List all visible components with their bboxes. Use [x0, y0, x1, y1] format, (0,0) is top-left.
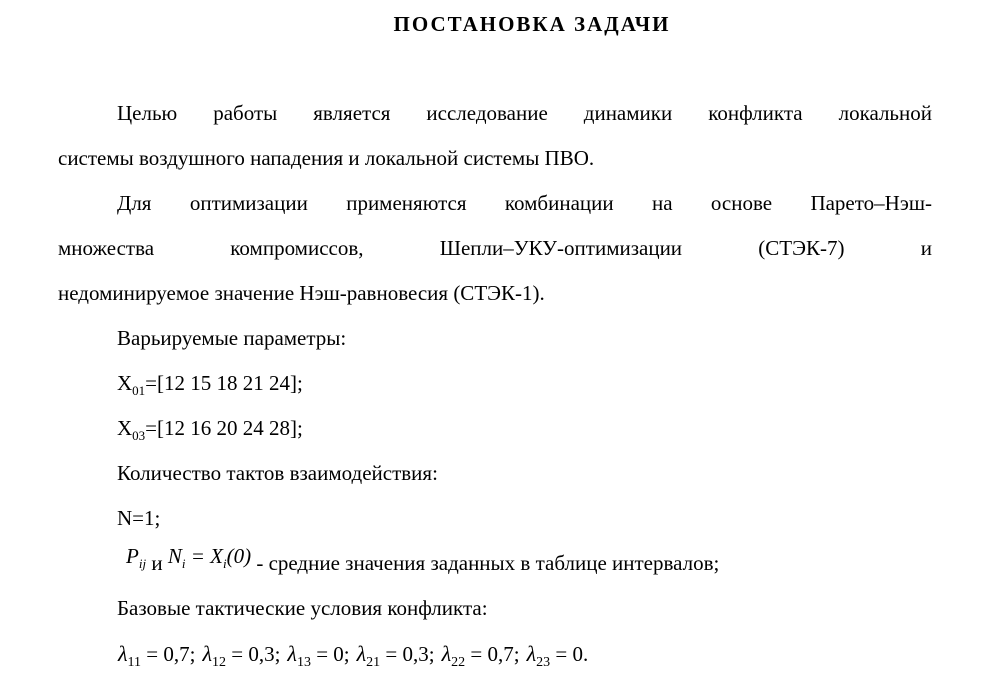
- lambda-term-11: $\lambda_{11} = 0,7$;: [118, 641, 196, 671]
- varied-params-label: Варьируемые параметры:: [117, 326, 347, 350]
- formula-argument: (0): [226, 544, 252, 568]
- paragraph1-line2: системы воздушного нападения и локальной системы ПВО.: [58, 146, 595, 170]
- lambda-subscript-12: 12: [211, 655, 226, 671]
- lambda-term-21: $\lambda_{21} = 0,3$;: [356, 641, 435, 671]
- n-value-line: N=1;: [117, 506, 161, 530]
- lambda-value-23: = 0.: [550, 642, 589, 666]
- x01-base: X: [117, 371, 133, 395]
- lambda-subscript-11: 11: [127, 655, 142, 671]
- x01-values: =[12 15 18 21 24];: [145, 371, 303, 395]
- formula-n-subscript: i: [181, 556, 186, 572]
- lambda-term-22: $\lambda_{22} = 0,7$;: [441, 641, 520, 671]
- paragraph1-line1: Целью работы является исследование динамики конфликта локальной: [117, 101, 932, 125]
- x03-base: X: [117, 416, 133, 440]
- base-conditions-label: Базовые тактические условия конфликта:: [117, 596, 488, 620]
- paragraph2-line3: недоминируемое значение Нэш-равновесия (СТЭК-1).: [58, 281, 545, 305]
- lambda-subscript-22: 22: [451, 655, 466, 671]
- formula-description: - средние значения заданных в таблице интервалов;: [251, 551, 720, 575]
- lambda-term-13: $\lambda_{13} = 0$;: [287, 641, 350, 671]
- lambda-value-11: = 0,7;: [141, 642, 196, 666]
- lambda-value-13: = 0;: [310, 642, 350, 666]
- page-title: ПОСТАНОВКА ЗАДАЧИ: [393, 12, 671, 36]
- paragraph2-line1: Для оптимизации применяются комбинации на основе Парето–Нэш-: [117, 191, 932, 215]
- lambda-term-12: $\lambda_{12} = 0,3$;: [202, 641, 281, 671]
- x01-line: [58, 361, 932, 406]
- lambda-value-22: = 0,7;: [465, 642, 520, 666]
- lambda-subscript-21: 21: [366, 655, 381, 671]
- lambda-term-23: $\lambda_{23} = 0$.: [526, 641, 589, 671]
- lambda-line: [58, 631, 932, 676]
- x01-subscript: 01: [132, 383, 146, 399]
- formula-p-term: $P_{ij}$: [126, 544, 147, 572]
- formula-x-subscript: i: [222, 556, 227, 572]
- formula-equation: $N_i = X_i(0)$: [167, 544, 252, 572]
- lambda-subscript-13: 13: [296, 655, 311, 671]
- paragraph2-line2: множества компромиссов, Шепли–УКУ-оптимизации (СТЭК-7) и: [58, 236, 932, 260]
- lambda-subscript-23: 23: [536, 655, 551, 671]
- tacts-label: Количество тактов взаимодействия:: [117, 461, 438, 485]
- x03-line: [58, 406, 932, 451]
- formula-p-subscript: ij: [138, 556, 147, 572]
- lambda-value-21: = 0,3;: [380, 642, 435, 666]
- lambda-value-12: = 0,3;: [225, 642, 281, 666]
- x03-subscript: 03: [132, 428, 146, 444]
- x03-values: =[12 16 20 24 28];: [145, 416, 303, 440]
- formula-line: [58, 541, 932, 586]
- document-body: [58, 91, 932, 676]
- formula-conjunction: и: [146, 551, 168, 575]
- formula-equals: =: [185, 544, 211, 568]
